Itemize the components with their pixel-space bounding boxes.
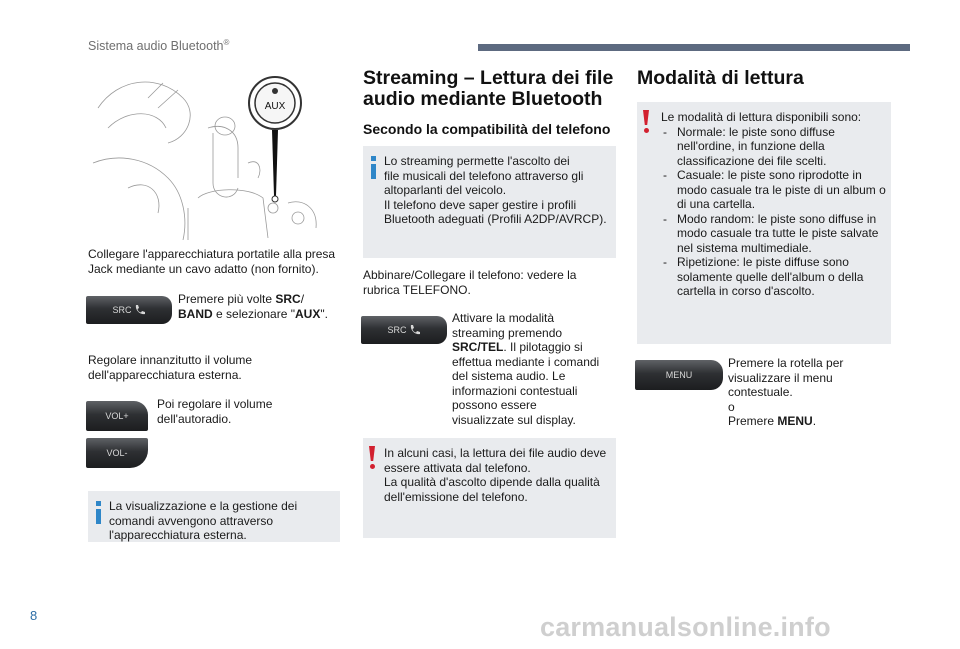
info-box-streaming bbox=[363, 146, 616, 258]
warning-icon bbox=[643, 110, 649, 125]
aux-socket-illustration bbox=[88, 68, 340, 240]
aux-illustration bbox=[88, 68, 340, 240]
menu-instruction-text: Premere la rotella per visualizzare il menu contestuale. o Premere MENU. bbox=[728, 356, 844, 428]
page-number: 8 bbox=[30, 608, 38, 623]
info-text: La visualizzazione e la gestione dei comandi avvengono attraverso l'apparecchiatura esterna. bbox=[109, 499, 298, 542]
src-tel-button-image: SRC bbox=[361, 316, 447, 344]
playback-modes-title: Modalità di lettura bbox=[637, 67, 804, 89]
streaming-title: Streaming – Lettura dei file audio mediante Bluetooth bbox=[363, 67, 614, 110]
modes-list bbox=[661, 125, 887, 299]
running-header: Sistema audio Bluetooth® bbox=[88, 38, 230, 54]
mode-item: - Casuale: le piste sono riprodotte in modo casuale tra le piste di un album o di una cartella. bbox=[661, 168, 887, 212]
modes-text: Le modalità di lettura disponibili sono: - Normale: le piste sono diffuse nell'ordine, in funzione della classificazione dei file scelti. - Casuale: le piste sono riprodotte in modo casuale tra le piste di un album o di una cartella. - Modo random: le piste sono diffuse in modo casuale tra tutte le piste salvate nel sistema multimediale. - Ripetizione: le piste diffuse sono solamente quelle dell'album o della cartella in corso d'ascolto. bbox=[661, 110, 887, 299]
press-src-band-text: Premere più volte SRC/ BAND e selezionare "AUX". bbox=[178, 292, 328, 321]
src-button-image: SRC bbox=[86, 296, 172, 324]
mode-item: - Ripetizione: le piste diffuse sono solamente quelle dell'album o della cartella in corso d'ascolto. bbox=[661, 255, 887, 299]
pair-text: Abbinare/Collegare il telefono: vedere la rubrica TELEFONO. bbox=[363, 268, 577, 297]
compatibility-subtitle: Secondo la compatibilità del telefono bbox=[363, 121, 611, 137]
info-icon bbox=[96, 501, 101, 506]
warning-box-streaming bbox=[363, 438, 616, 538]
warning-box-modes bbox=[637, 102, 891, 344]
phone-icon bbox=[134, 304, 146, 316]
watermark: carmanualsonline.info bbox=[540, 612, 831, 642]
svg-text:AUX: AUX bbox=[264, 101, 286, 112]
connect-text: Collegare l'apparecchiatura portatile alla presa Jack mediante un cavo adatto (non fornito). bbox=[88, 247, 336, 276]
info-icon bbox=[371, 156, 376, 161]
warning-streaming-text: In alcuni casi, la lettura dei file audio deve essere attivata dal telefono. La qualità d'ascolto dipende dalla qualità dell'emissione del telefono. bbox=[384, 446, 607, 504]
menu-button-image: MENU bbox=[635, 360, 723, 390]
phone-icon bbox=[409, 324, 421, 336]
mode-item: - Modo random: le piste sono diffuse in modo casuale tra tutte le piste salvate nel sistema multimediale. bbox=[661, 212, 887, 256]
info-streaming-text: Lo streaming permette l'ascolto dei file musicali del telefono attraverso gli altoparlanti del veicolo. Il telefono deve saper gestire i profili Bluetooth adeguati (Profili A2DP/AVRCP). bbox=[384, 154, 607, 226]
mode-item: - Normale: le piste sono diffuse nell'ordine, in funzione della classificazione dei file scelti. bbox=[661, 125, 887, 169]
warning-icon bbox=[369, 446, 375, 461]
radio-volume-text: Poi regolare il volume dell'autoradio. bbox=[157, 397, 273, 426]
activate-streaming-text: Attivare la modalità streaming premendo SRC/TEL. Il pilotaggio si effettua mediante i comandi del sistema audio. Le informazioni contestuali possono essere visualizzate sul display. bbox=[452, 311, 600, 427]
vol-up-button-image: VOL+ bbox=[86, 401, 148, 431]
header-bar bbox=[478, 44, 910, 51]
vol-down-button-image: VOL- bbox=[86, 438, 148, 468]
volume-text: Regolare innanzitutto il volume dell'apparecchiatura esterna. bbox=[88, 353, 253, 382]
info-box-external-device bbox=[88, 491, 340, 542]
